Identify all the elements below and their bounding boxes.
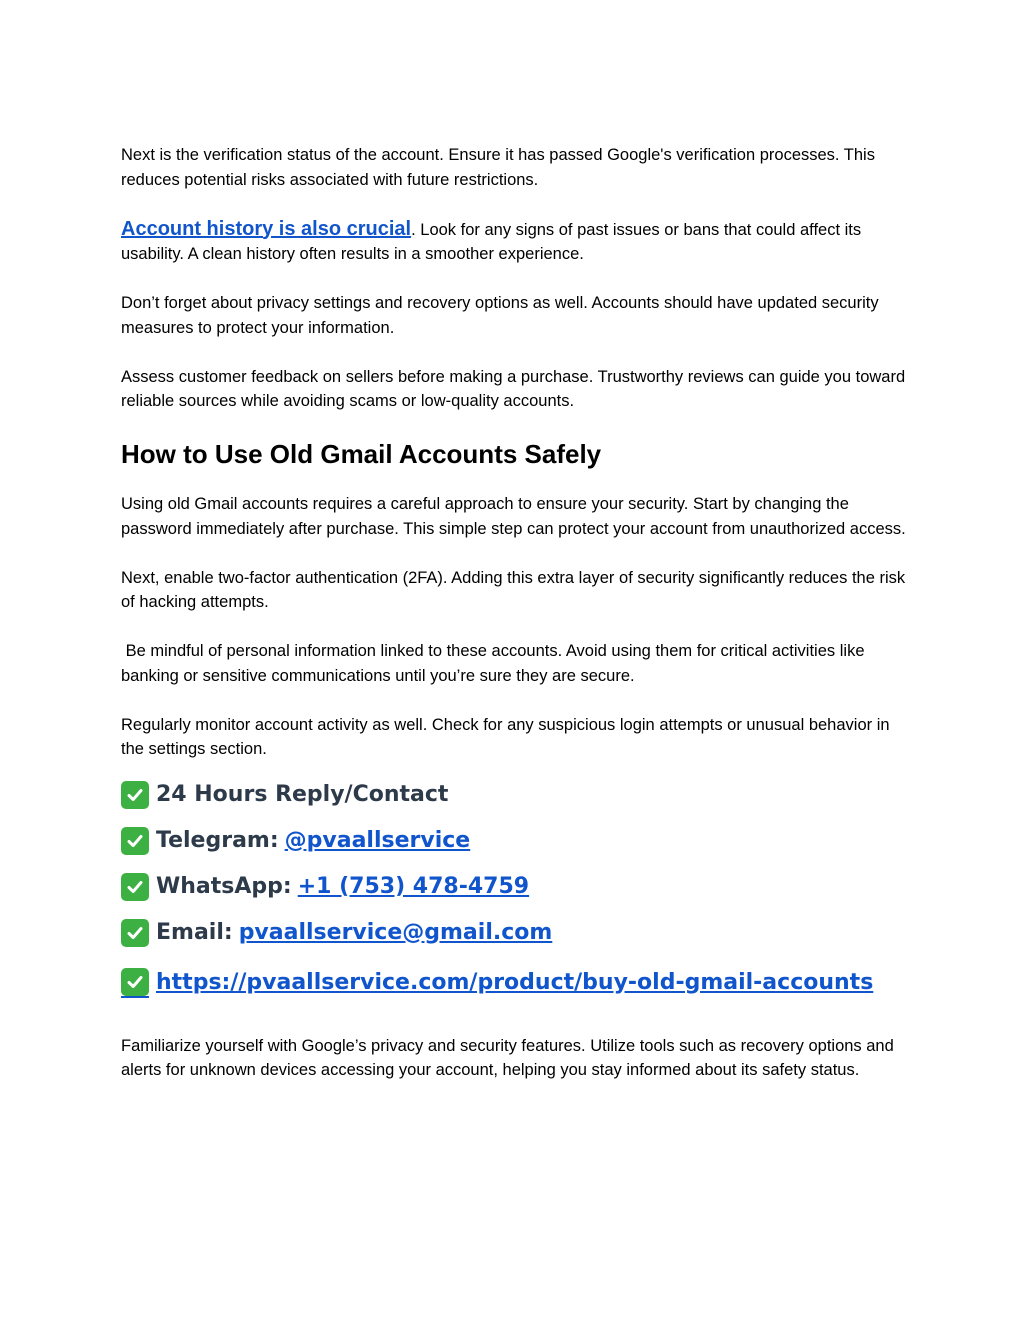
check-mark-icon xyxy=(121,873,149,901)
history-paragraph xyxy=(121,217,911,267)
contact-list xyxy=(121,780,911,998)
personal-info-paragraph: Be mindful of personal information linked to these accounts. Avoid using them for critical activities like banking or sensitive communications until you’re sure they are secure. xyxy=(121,642,870,685)
check-mark-icon xyxy=(121,781,149,809)
contact-url-line xyxy=(121,968,911,998)
email-link[interactable]: pvaallservice@gmail.com xyxy=(238,919,553,945)
telegram-label: Telegram: xyxy=(156,827,279,853)
document-content xyxy=(121,143,911,1107)
contact-email-line xyxy=(121,918,911,948)
verification-paragraph: Next is the verification status of the account. Ensure it has passed Google's verification processes. This reduces potential risks associated with future restrictions. xyxy=(121,146,875,189)
check-mark-icon xyxy=(121,827,149,855)
whatsapp-label: WhatsApp: xyxy=(156,873,292,899)
feedback-paragraph: Assess customer feedback on sellers before making a purchase. Trustworthy reviews can guide you toward reliable sources while avoiding scams or low-quality accounts. xyxy=(121,367,906,410)
contact-whatsapp-line xyxy=(121,872,911,902)
email-label: Email: xyxy=(156,919,233,945)
history-paragraph-text: . Look for any signs of past issues or bans that could affect its usability. A clean history often results in a smoother experience. xyxy=(121,220,862,263)
section-heading: How to Use Old Gmail Accounts Safely xyxy=(121,439,602,469)
monitor-paragraph: Regularly monitor account activity as well. Check for any suspicious login attempts or unusual behavior in the settings section. xyxy=(121,715,890,758)
privacy-paragraph: Don’t forget about privacy settings and recovery options as well. Accounts should have updated security measures to protect your information. xyxy=(121,294,879,337)
url-check-wrap[interactable] xyxy=(121,968,149,998)
familiarize-paragraph: Familiarize yourself with Google’s privacy and security features. Utilize tools such as recovery options and alerts for unknown devices accessing your account, helping you stay informed about its safety status. xyxy=(121,1036,894,1079)
check-mark-icon xyxy=(121,968,149,996)
reply-text: 24 Hours Reply/Contact xyxy=(156,781,449,807)
password-paragraph: Using old Gmail accounts requires a careful approach to ensure your security. Start by changing the password immediately after purchase. This simple step can protect your account from unauthorized access. xyxy=(121,495,906,538)
whatsapp-link[interactable]: +1 (753) 478-4759 xyxy=(297,873,530,899)
twofa-paragraph: Next, enable two-factor authentication (2FA). Adding this extra layer of security significantly reduces the risk of hacking attempts. xyxy=(121,568,906,611)
account-history-link[interactable]: Account history is also crucial xyxy=(121,217,412,240)
check-mark-icon xyxy=(121,919,149,947)
telegram-link[interactable]: @pvaallservice xyxy=(284,827,471,853)
contact-telegram-line xyxy=(121,826,911,856)
product-url-link[interactable]: https://pvaallservice.com/product/buy-old-gmail-accounts xyxy=(156,969,874,995)
contact-reply-line xyxy=(121,780,911,810)
